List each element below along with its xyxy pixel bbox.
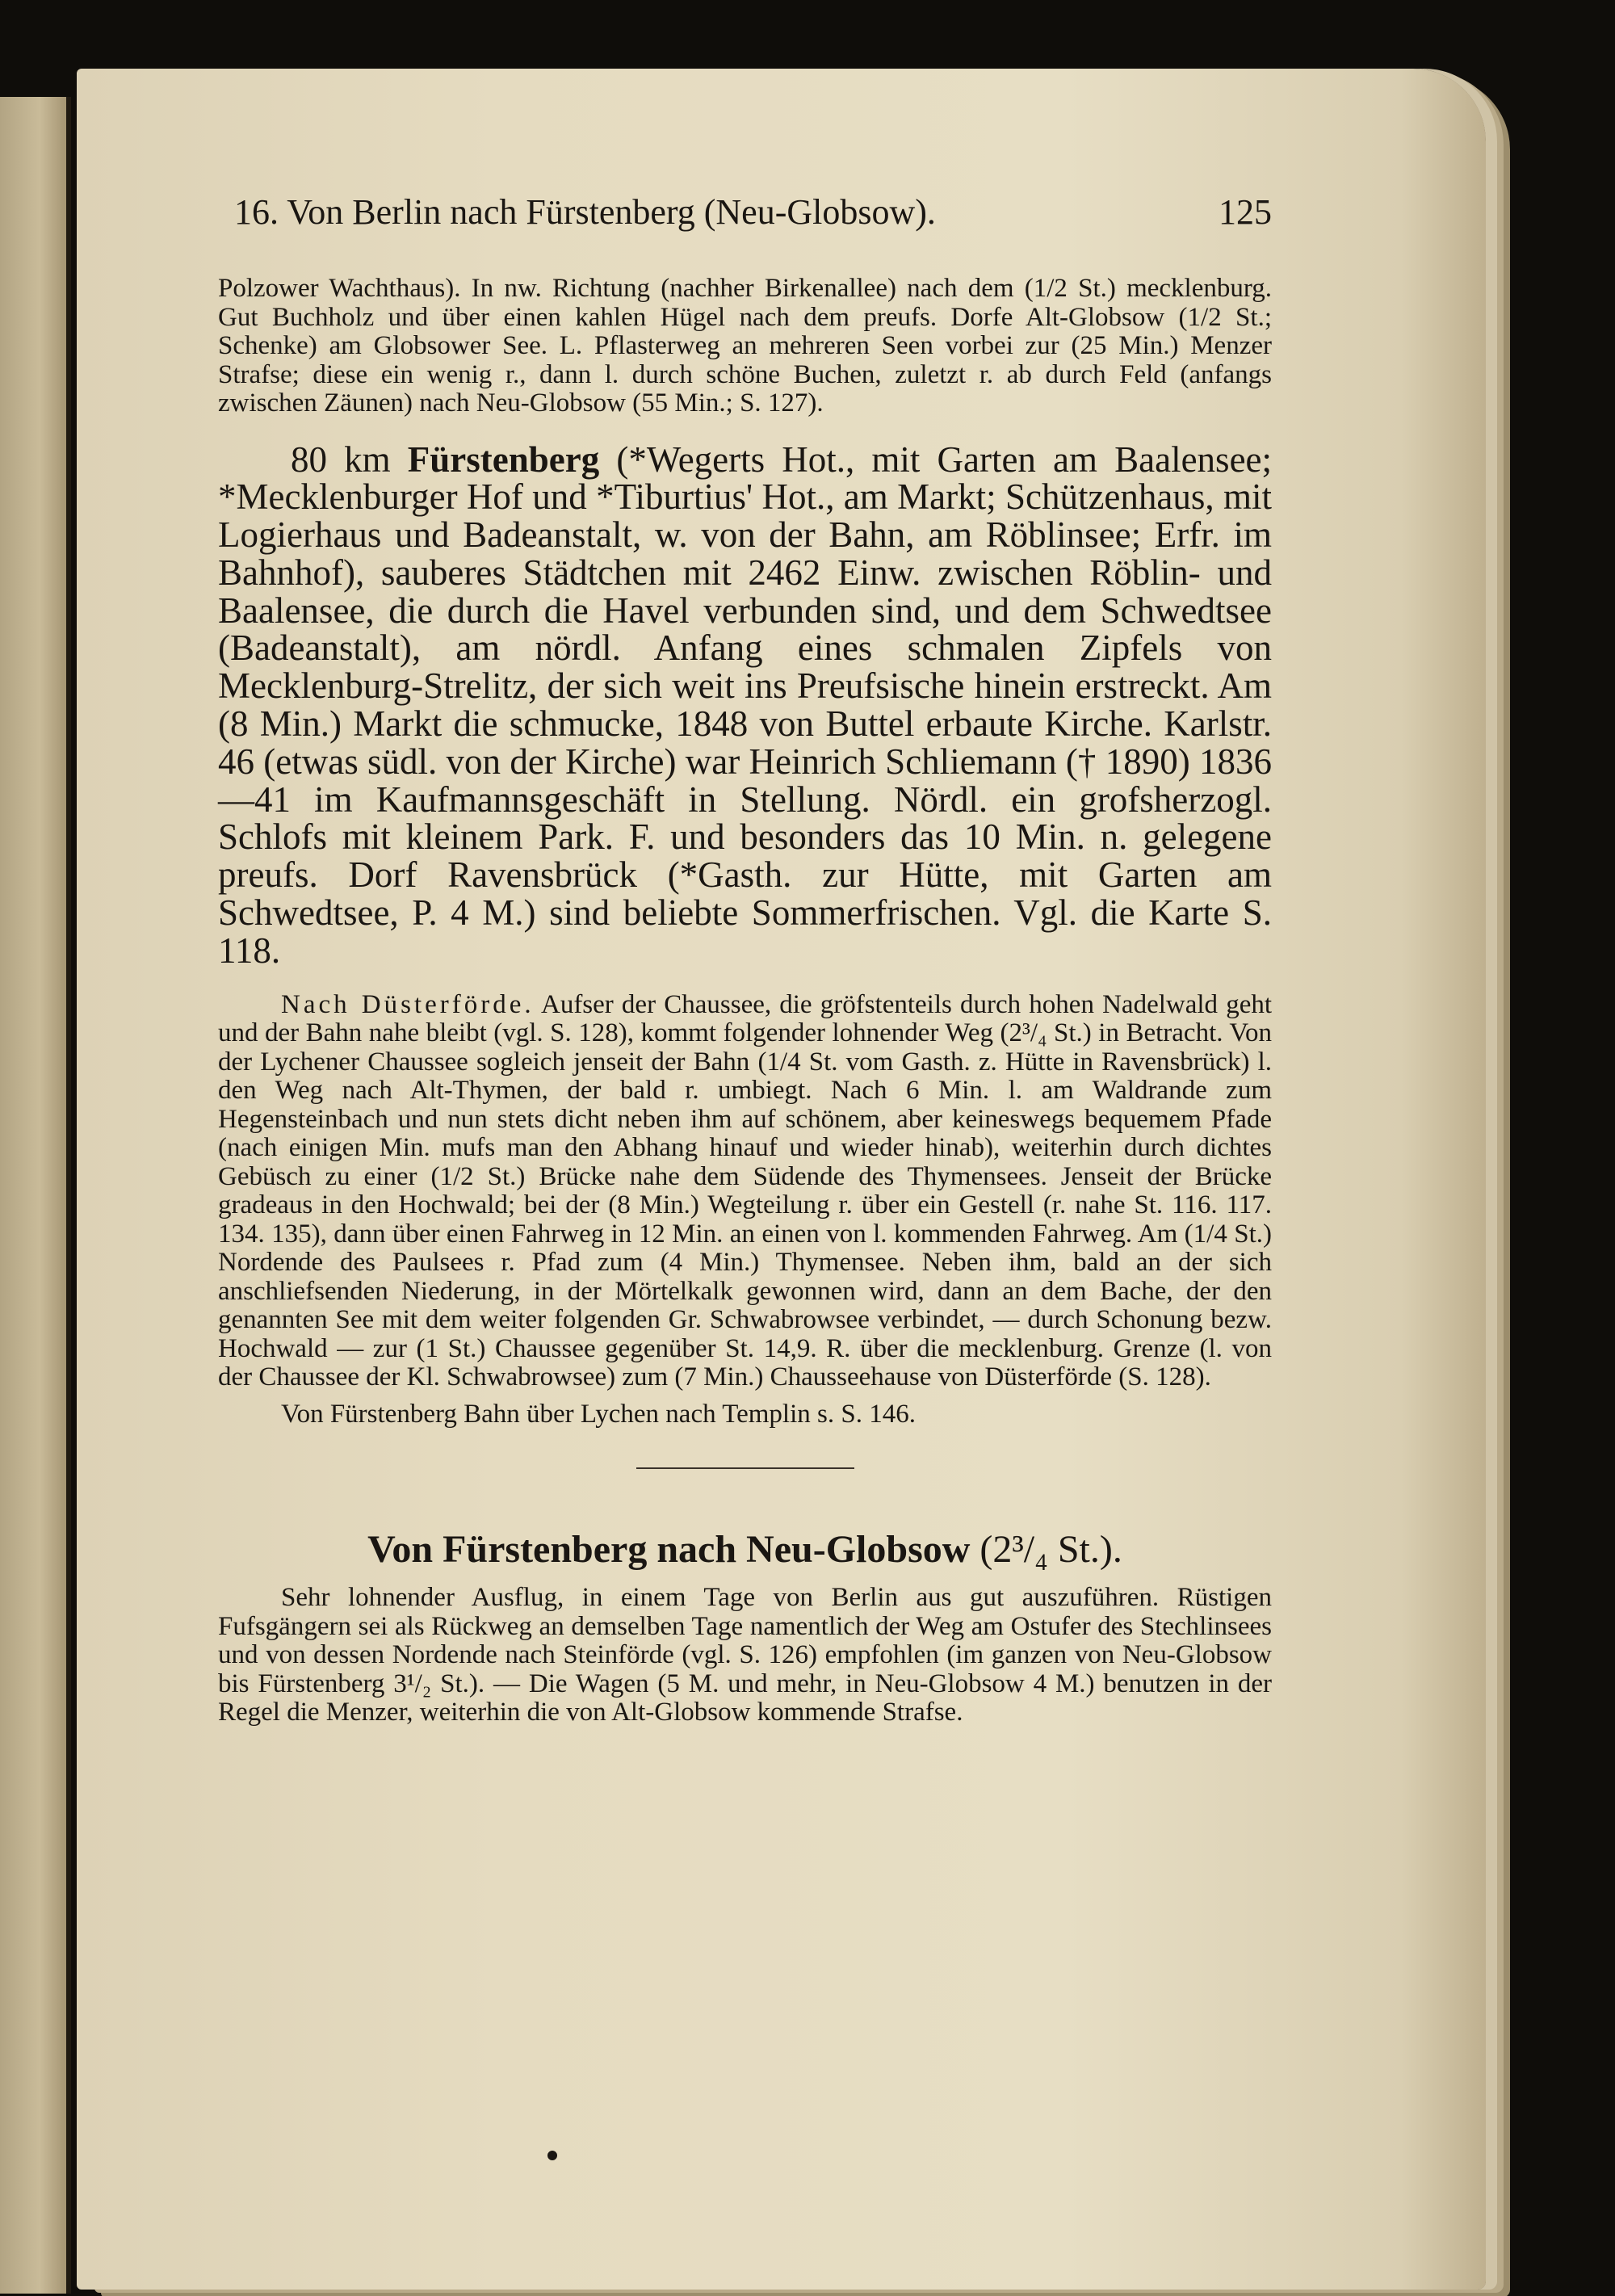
intro-paragraph: Polzower Wachthaus). In nw. Richtung (nachher Birkenallee) nach dem (1/2 St.) mecklenburg. Gut Buchholz und über einen kahlen Hügel nach dem preufs. Dorfe Alt-Globsow (1/2 St.; Schenke) am Globsower See. L. Pflasterweg an mehreren Seen vorbei zur (25 Min.) Menzer Strafse; diese ein wenig r., dann l. durch schöne Buchen, zuletzt r. ab durch Feld (anfangs zwischen Zäunen) nach Neu-Globsow (55 Min.; S. 127).: [218, 274, 1272, 418]
section-divider: [636, 1467, 854, 1469]
section-duration: (2³/₄ St.).: [979, 1528, 1122, 1572]
previous-page-edge: [0, 97, 71, 2294]
section-paragraph: Sehr lohnender Ausflug, in einem Tage von Berlin aus gut auszuführen. Rüstigen Fufsgängern sei als Rückweg an demselben Tage namentlich der Weg am Ostufer des Stechlinsees und von dessen Nordende nach Steinförde (vgl. S. 126) empfohlen (im ganzen von Neu-Globsow bis Fürstenberg 3¹/₂ St.). — Die Wagen (5 M. und mehr, in Neu-Globsow 4 M.) benutzen in der Regel die Menzer, weiterhin die von Alt-Globsow kommende Strafse.: [218, 1583, 1272, 1727]
main-km: 80 km: [291, 439, 391, 480]
section-title: Von Fürstenberg nach Neu-Globsow: [367, 1528, 971, 1572]
main-place: Fürstenberg: [407, 439, 600, 480]
page-content: [218, 275, 1272, 1727]
aside-lead: Nach Düsterförde.: [281, 989, 535, 1019]
page-number: 125: [1219, 192, 1272, 232]
header-title: 16. Von Berlin nach Fürstenberg (Neu-Globsow).: [234, 192, 936, 232]
page-mark: [547, 2151, 557, 2160]
bahn-paragraph: Von Fürstenberg Bahn über Lychen nach Templin s. S. 146.: [281, 1399, 916, 1429]
main-text: (*Wegerts Hot., mit Garten am Baalensee; *Mecklenburger Hof und *Tiburtius' Hot., am Markt; Schützenhaus, mit Logierhaus und Badeanstalt, w. von der Bahn, am Röblinsee; Erfr. im Bahnhof), sauberes Städtchen mit 2462 Einw. zwischen Röblin- und Baalensee, die durch die Havel verbunden sind, und dem Schwedtsee (Badeanstalt), am nördl. Anfang eines schmalen Zipfels von Mecklenburg-Strelitz, der sich weit ins Preufsische hinein erstreckt. Am (8 Min.) Markt die schmucke, 1848 von Buttel erbaute Kirche. Karlstr. 46 (etwas südl. von der Kirche) war Heinrich Schliemann († 1890) 1836—41 im Kaufmannsgeschäft in Stellung. Nördl. ein grofsherzogl. Schlofs mit kleinem Park. F. und besonders das 10 Min. n. gelegene preufs. Dorf Ravensbrück (*Gasth. zur Hütte, mit Garten am Schwedtsee, P. 4 M.) sind beliebte Sommerfrischen. Vgl. die Karte S. 118.: [218, 439, 1273, 971]
aside-paragraph: [218, 991, 1272, 1392]
main-paragraph: [218, 441, 1272, 970]
running-header: [234, 184, 1272, 241]
section-heading: [218, 1526, 1272, 1574]
aside-text: Aufser der Chaussee, die gröfstenteils durch hohen Nadelwald geht und der Bahn nahe bleibt (vgl. S. 128), kommt folgender lohnender Weg (2³/₄ St.) in Betracht. Von der Lychener Chaussee sogleich jenseit der Bahn (1/4 St. vom Gasth. z. Hütte in Ravensbrück) l. den Weg nach Alt-Thymen, der bald r. umbiegt. Nach 6 Min. l. am Waldrande zum Hegensteinbach und nun stets dicht neben ihm auf schönem, aber keineswegs bequemem Pfade (nach einigen Min. mufs man den Abhang hinauf und wieder hinab), weiterhin durch dichtes Gebüsch zu einer (1/2 St.) Brücke nahe dem Südende des Thymensees. Jenseit der Brücke gradeaus in den Hochwald; bei der (8 Min.) Wegteilung r. über ein Gestell (r. nahe St. 116. 117. 134. 135), dann über einen Fahrweg in 12 Min. an einen von l. kommenden Fahrweg. Am (1/4 St.) Nordende des Paulsees r. Pfad zum (4 Min.) Thymensee. Neben ihm, bald an der sich anschliefsenden Niederung, in der Mörtelkalk gewonnen wird, dann an dem Bache, der den genannten See mit dem weiter folgenden Gr. Schwabrowsee verbindet, — durch Schonung bezw. Hochwald — zur (1 St.) Chaussee gegenüber St. 14,9. R. über die mecklenburg. Grenze (l. von der Chaussee der Kl. Schwabrowsee) zum (7 Min.) Chausseehause von Düsterförde (S. 128).: [218, 989, 1273, 1392]
